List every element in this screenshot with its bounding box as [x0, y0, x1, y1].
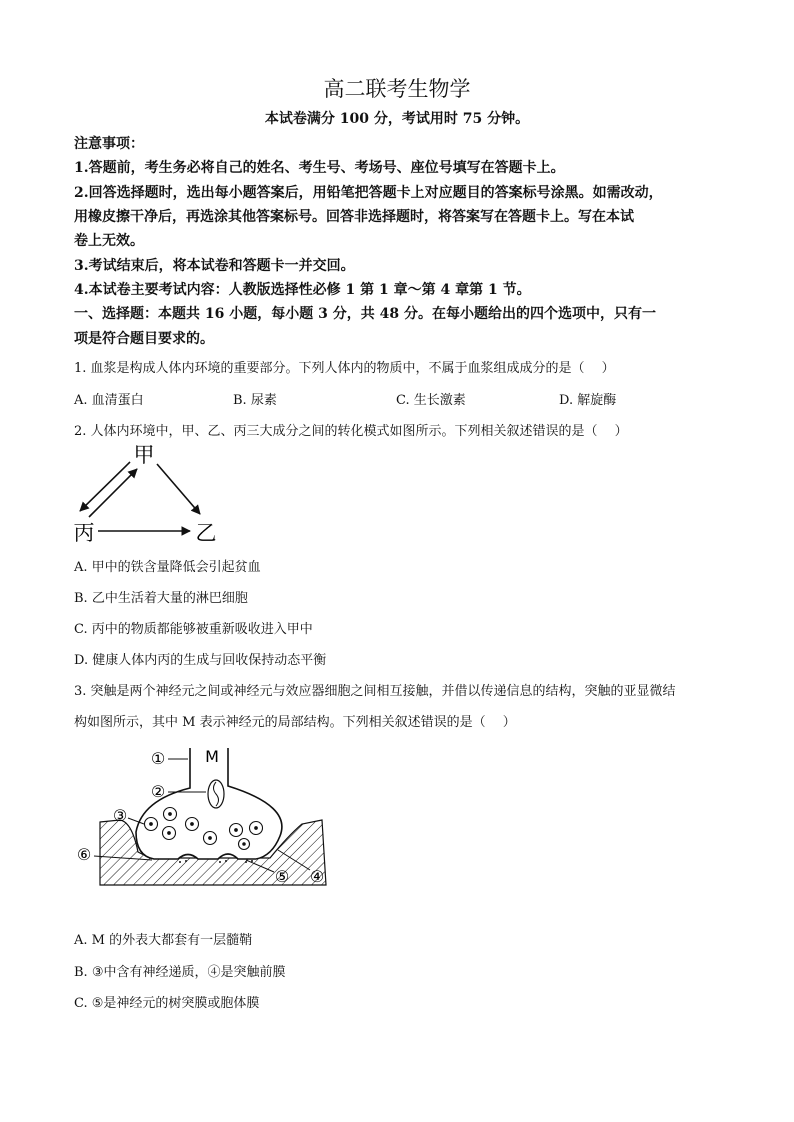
q3-stem-line-1: 3. 突触是两个神经元之间或神经元与效应器细胞之间相互接触，并借以传递信息的结构，突触的亚显微结 — [74, 684, 676, 699]
q1-option-c: C. 生长激素 — [396, 393, 466, 408]
label-6: ⑥ — [76, 845, 92, 864]
q2-stem: 2. 人体内环境中，甲、乙、丙三大成分之间的转化模式如图所示。下列相关叙述错误的是（ ） — [74, 424, 628, 439]
arrow-bing-to-jia — [89, 469, 137, 517]
label-bing: 丙 — [73, 521, 95, 545]
notes-heading: 注意事项： — [74, 136, 144, 152]
q3-option-a: A. M 的外表大都套有一层髓鞘 — [74, 933, 253, 948]
q3-stem-line-2: 构如图所示，其中 M 表示神经元的局部结构。下列相关叙述错误的是（ ） — [74, 715, 516, 730]
label-3: ③ — [112, 806, 128, 825]
q1-stem: 1. 血浆是构成人体内环境的重要部分。下列人体内的物质中，不属于血浆组成成分的是（ ） — [74, 361, 615, 376]
label-jia: 甲 — [133, 443, 155, 467]
synapse-diagram — [70, 740, 340, 915]
section-1-line-2: 项是符合题目要求的。 — [74, 331, 214, 347]
note-4: 4.本试卷主要考试内容：人教版选择性必修 1 第 1 章～第 4 章第 1 节。 — [74, 282, 531, 298]
label-5: ⑤ — [274, 867, 290, 886]
arrow-jia-to-bing — [80, 462, 130, 511]
label-2: ② — [150, 782, 166, 801]
note-2-line-2: 用橡皮擦干净后，再选涂其他答案标号。回答非选择题时，将答案写在答题卡上。写在本试 — [74, 209, 634, 225]
body-fluid-diagram — [66, 440, 236, 552]
q2-option-d: D. 健康人体内丙的生成与回收保持动态平衡 — [74, 653, 327, 668]
q1-option-b: B. 尿素 — [233, 393, 277, 408]
exam-info: 本试卷满分 100 分，考试用时 75 分钟。 — [264, 111, 530, 127]
q1-option-a: A. 血清蛋白 — [74, 393, 144, 408]
note-2-line-1: 2.回答选择题时，选出每小题答案后，用铅笔把答题卡上对应题目的答案标号涂黑。如需改动， — [74, 185, 663, 201]
note-2-line-3: 卷上无效。 — [74, 233, 144, 249]
q3-option-c: C. ⑤是神经元的树突膜或胞体膜 — [74, 996, 260, 1011]
q2-option-c: C. 丙中的物质都能够被重新吸收进入甲中 — [74, 622, 313, 637]
note-3: 3.考试结束后，将本试卷和答题卡一并交回。 — [74, 258, 355, 274]
label-4: ④ — [309, 867, 325, 886]
q1-option-d: D. 解旋酶 — [559, 393, 617, 408]
label-m: M — [205, 747, 219, 766]
page-title: 高二联考生物学 — [323, 77, 471, 101]
arrow-jia-to-yi — [157, 464, 200, 514]
section-1-line-1: 一、选择题：本题共 16 小题，每小题 3 分，共 48 分。在每小题给出的四个选项中，只有一 — [74, 306, 656, 322]
label-yi: 乙 — [195, 521, 217, 545]
q2-option-b: B. 乙中生活着大量的淋巴细胞 — [74, 591, 248, 606]
label-1: ① — [150, 749, 166, 768]
q2-option-a: A. 甲中的铁含量降低会引起贫血 — [74, 560, 261, 575]
q3-option-b: B. ③中含有神经递质，④是突触前膜 — [74, 965, 286, 980]
note-1: 1.答题前，考生务必将自己的姓名、考生号、考场号、座位号填写在答题卡上。 — [74, 160, 565, 176]
